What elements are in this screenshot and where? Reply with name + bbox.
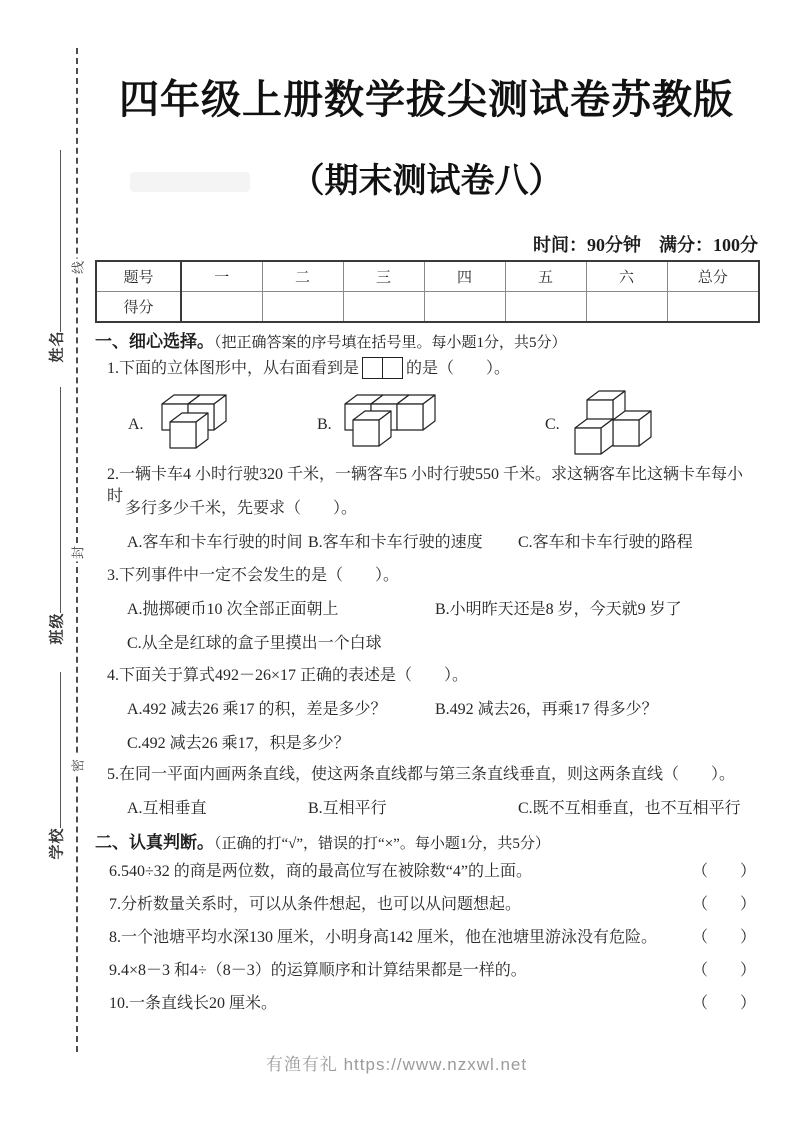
score-cell [262,292,343,323]
header-cell-2: 二 [262,261,343,292]
score-cell [505,292,586,323]
section1-heading [95,327,758,352]
question-8 [95,924,758,947]
q5-option-a: A.互相垂直 [127,800,207,817]
q10-answer-blank: （ ） [691,995,756,1012]
score-cell-total [667,292,759,323]
seal-char-feng: 封 [66,544,89,562]
score-cell [586,292,667,323]
q2-option-a: A.客车和卡车行驶的时间 [127,534,303,551]
header-cell-6: 六 [586,261,667,292]
q10-text: 10.一条直线长20 厘米。 [109,995,278,1012]
view-shape-figure [362,357,403,379]
score-table-score-row [96,292,759,323]
header-cell-total: 总分 [667,261,759,292]
question-2-line2: 多行多少千米，先要求（ ）。 [125,500,358,517]
header-cell-4: 四 [424,261,505,292]
section2-note: （正确的打“√”，错误的打“×”。每小题1分，共5分） [214,836,550,852]
q4-option-c: C.492 减去26 乘17，积是多少？ [127,735,350,752]
school-fill-line [60,672,61,828]
q4-option-a: A.492 减去26 乘17 的积，差是多少？ [127,701,387,718]
q1-figures-row [95,388,758,468]
name-field-label: 姓名 [49,330,66,363]
watermark-footer: 有渔有礼 https://www.nzxwl.net [265,1055,528,1074]
q2-option-b: B.客车和卡车行驶的速度 [308,534,483,551]
q5-option-c: C.既不互相垂直，也不互相平行 [518,800,741,817]
score-cell [343,292,424,323]
score-label-cell: 得分 [96,292,181,323]
question-10 [95,990,758,1013]
seal-char-mi: 密 [66,757,89,775]
class-field-label: 班级 [49,612,66,645]
header-cell-tihao: 题号 [96,261,181,292]
q1-option-a-label: A. [128,416,144,433]
q3-option-c: C.从全是红球的盒子里摸出一个白球 [127,635,382,652]
header-cell-3: 三 [343,261,424,292]
q7-answer-blank: （ ） [691,896,756,913]
section1-title: 一、细心选择。 [95,332,214,351]
seal-char-line: 线 [66,259,89,277]
section2-title: 二、认真判断。 [95,833,214,852]
section1-note: （把正确答案的序号填在括号里。每小题1分，共5分） [214,335,567,351]
q1-text-before: 1.下面的立体图形中，从右面看到是 [107,360,360,377]
q1-text-after: 的是（ ）。 [406,360,511,377]
question-3-stem: 3.下列事件中一定不会发生的是（ ）。 [107,567,400,584]
question-7 [95,891,758,914]
q5-option-b: B.互相平行 [308,800,387,817]
paper-title: 四年级上册数学拔尖测试卷苏教版 [119,78,734,122]
q8-answer-blank: （ ） [691,929,756,946]
score-table [95,260,760,323]
header-cell-1: 一 [181,261,262,292]
header-cell-5: 五 [505,261,586,292]
time-score-meta: 时间：90分钟 满分：100分 [533,235,758,255]
q1-option-c-label: C. [545,416,560,433]
q3-option-a: A.抛掷硬币10 次全部正面朝上 [127,601,339,618]
paper-subtitle: （期末测试卷八） [290,162,563,200]
score-cell [181,292,262,323]
school-field-label: 学校 [49,827,66,860]
q2-option-c: C.客车和卡车行驶的路程 [518,534,693,551]
score-cell [424,292,505,323]
cube-figure-a [150,388,250,460]
question-1 [95,357,758,380]
question-2-line1: 2.一辆卡车4 小时行驶320 千米，一辆客车5 小时行驶550 千米。求这辆客车比这辆卡车每小时 [107,466,744,505]
question-5-stem: 5.在同一平面内画两条直线，使这两条直线都与第三条直线垂直，则这两条直线（ ）。 [107,766,736,783]
question-9 [95,957,758,980]
section2-heading [95,828,758,853]
q6-answer-blank: （ ） [691,863,756,880]
paper-content [95,0,758,1122]
q9-answer-blank: （ ） [691,962,756,979]
q6-text: 6.540÷32 的商是两位数，商的最高位写在被除数“4”的上面。 [109,863,532,880]
q3-option-b: B.小明昨天还是8 岁，今天就9 岁了 [435,601,682,618]
score-table-header-row [96,261,759,292]
question-6 [95,858,758,881]
q1-option-b-label: B. [317,416,332,433]
q4-option-b: B.492 减去26，再乘17 得多少？ [435,701,658,718]
class-fill-line [60,387,61,613]
q8-text: 8.一个池塘平均水深130 厘米，小明身高142 厘米，他在池塘里游泳没有危险。 [109,929,658,946]
name-fill-line [60,150,61,332]
question-4-stem: 4.下面关于算式492－26×17 正确的表述是（ ）。 [107,667,469,684]
cube-figure-c [567,388,663,464]
q9-text: 9.4×8－3 和4÷（8－3）的运算顺序和计算结果都是一样的。 [109,962,527,979]
q7-text: 7.分析数量关系时，可以从条件想起，也可以从问题想起。 [109,896,522,913]
cube-figure-b [339,388,451,456]
